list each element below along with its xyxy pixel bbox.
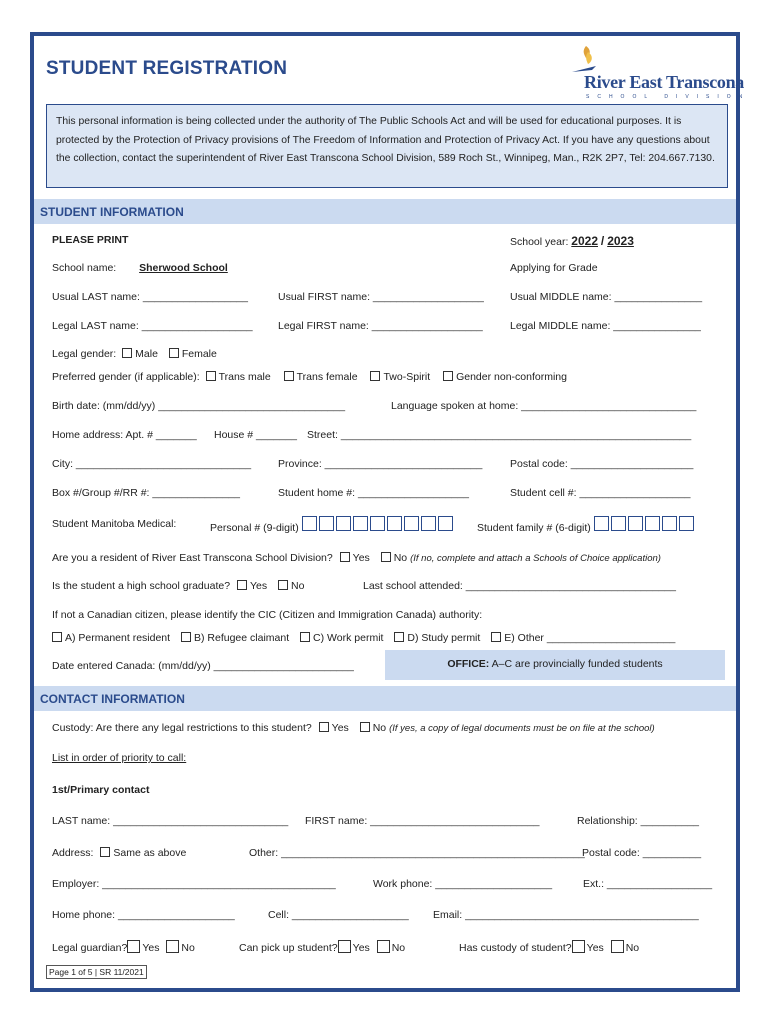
last-school-field[interactable]: Last school attended: ____________________________________ [363,580,676,592]
contact-relationship-field[interactable]: Relationship: __________ [577,815,700,827]
custody-of-student-yes-checkbox[interactable] [572,940,585,953]
cic-question: If not a Canadian citizen, please identify the CIC (Citizen and Immigration Canada) authority: [52,609,483,621]
family-digit-box[interactable] [628,516,643,531]
personal-digit-box[interactable] [353,516,368,531]
contact-employer-field[interactable]: Employer: ________________________________________ [52,878,336,890]
resident-question: Are you a resident of River East Transcona School Division? [52,552,333,564]
pickup-yes-checkbox[interactable] [338,940,351,953]
graduate-no-label: No [291,580,305,592]
legal-middle-field[interactable]: Legal MIDDLE name: _______________ [510,320,701,332]
custody-of-student-yes-label: Yes [586,942,604,954]
female-checkbox[interactable] [169,348,179,358]
graduate-no-checkbox[interactable] [278,580,288,590]
cic-b-label: B) Refugee claimant [193,632,290,644]
same-as-above-checkbox[interactable] [100,847,110,857]
contact-information-heading: CONTACT INFORMATION [34,686,736,711]
guardian-yes-label: Yes [142,942,160,954]
box-field[interactable]: Box #/Group #/RR #: _______________ [52,487,240,499]
logo-subtitle: SCHOOL DIVISION [586,94,751,100]
personal-digit-box[interactable] [387,516,402,531]
two-spirit-label: Two-Spirit [383,371,431,383]
pickup-row [239,940,405,954]
gender-nonconforming-label: Gender non-conforming [456,371,567,383]
custody-no-label: No [372,722,387,734]
student-cell-field[interactable]: Student cell #: ___________________ [510,487,691,499]
family-digit-box[interactable] [645,516,660,531]
cic-d-checkbox[interactable] [394,632,404,642]
preferred-gender-label: Preferred gender (if applicable): [52,371,200,383]
personal-digit-box[interactable] [336,516,351,531]
cic-options-row [52,632,675,644]
street-field[interactable]: Street: ____________________________________________________________ [307,429,692,441]
contact-other-address-field[interactable]: Other: ____________________________________________________ [249,847,585,859]
student-home-phone-field[interactable]: Student home #: ___________________ [278,487,469,499]
custody-of-student-no-checkbox[interactable] [611,940,624,953]
preferred-gender-row [52,371,567,383]
trans-male-label: Trans male [218,371,271,383]
custody-row [52,722,655,734]
torch-icon [566,42,606,76]
usual-middle-field[interactable]: Usual MIDDLE name: _______________ [510,291,703,303]
office-text: A–C are provincially funded students [491,658,663,670]
graduate-question: Is the student a high school graduate? [52,580,231,592]
office-note [385,650,725,680]
contact-work-phone-field[interactable]: Work phone: ____________________ [373,878,553,890]
page-title: STUDENT REGISTRATION [46,58,288,79]
personal-digit-box[interactable] [421,516,436,531]
male-checkbox[interactable] [122,348,132,358]
female-label: Female [181,348,217,360]
resident-row [52,552,661,564]
custody-note: (If yes, a copy of legal documents must be on file at the school) [389,723,655,734]
primary-contact-heading: 1st/Primary contact [52,784,150,796]
personal-digit-box[interactable] [438,516,453,531]
usual-last-field[interactable]: Usual LAST name: __________________ [52,291,248,303]
page-footer: Page 1 of 5 | SR 11/2021 [46,965,147,979]
contact-extension-field[interactable]: Ext.: __________________ [583,878,713,890]
trans-female-checkbox[interactable] [284,371,294,381]
privacy-notice: This personal information is being collected under the authority of The Public Schools Act and will be used for educational purposes. It is protected by the Protection of Privacy provisions of The Freedom of Information and Protection of Privacy Act. If you have any questions about the collection, contact the superintendent of River East Transcona School Division, 589 Roch St., Winnipeg, Man., R2K 2P7, Tel: 204.667.7130. [46,104,728,188]
form-frame [30,32,751,992]
custody-yes-label: Yes [331,722,349,734]
guardian-no-label: No [181,942,195,954]
family-digit-box[interactable] [679,516,694,531]
personal-digit-box[interactable] [319,516,334,531]
cic-e-checkbox[interactable] [491,632,501,642]
contact-postal-code-field[interactable]: Postal code: __________ [582,847,702,859]
year-separator: / [600,234,605,248]
male-label: Male [135,348,158,360]
contact-last-name-field[interactable]: LAST name: ______________________________ [52,815,289,827]
resident-no-checkbox[interactable] [381,552,391,562]
language-field[interactable]: Language spoken at home: ______________________________ [391,400,697,412]
legal-last-field[interactable]: Legal LAST name: ___________________ [52,320,253,332]
pickup-no-label: No [391,942,406,954]
province-field[interactable]: Province: ___________________________ [278,458,483,470]
personal-digit-box[interactable] [404,516,419,531]
personal-number-label: Personal # (9-digit) [210,522,299,534]
school-name-label: School name: [52,262,117,274]
resident-note: (If no, complete and attach a Schools of Choice application) [410,553,661,564]
guardian-yes-checkbox[interactable] [127,940,140,953]
contact-email-field[interactable]: Email: ________________________________________ [433,909,699,921]
postal-code-field[interactable]: Postal code: _____________________ [510,458,694,470]
division-logo [564,42,751,102]
trans-male-checkbox[interactable] [206,371,216,381]
school-year-label: School year: [510,236,569,248]
family-digit-box[interactable] [662,516,677,531]
resident-yes-label: Yes [352,552,370,564]
legal-guardian-row [52,940,195,954]
custody-of-student-row [459,940,639,954]
cic-a-checkbox[interactable] [52,632,62,642]
pickup-no-checkbox[interactable] [377,940,390,953]
school-name-row [52,262,228,274]
resident-no-label: No [393,552,408,564]
family-number-label: Student family # (6-digit) [477,522,591,534]
family-digit-box[interactable] [594,516,609,531]
logo-name: River East Transcona [584,72,745,92]
cic-d-label: D) Study permit [407,632,481,644]
year-start[interactable]: 2022 [571,234,598,248]
apartment-field[interactable]: Home address: Apt. # _______ [52,429,197,441]
custody-of-student-no-label: No [625,942,640,954]
personal-digit-box[interactable] [370,516,385,531]
resident-yes-checkbox[interactable] [340,552,350,562]
manitoba-medical-label: Student Manitoba Medical: [52,518,177,530]
school-name-value[interactable]: Sherwood School [139,262,228,274]
office-label: OFFICE: [447,658,490,670]
contact-first-name-field[interactable]: FIRST name: _____________________________ [305,815,540,827]
same-as-above-label: Same as above [113,847,187,859]
house-field[interactable]: House # _______ [214,429,297,441]
legal-first-field[interactable]: Legal FIRST name: ___________________ [278,320,483,332]
two-spirit-checkbox[interactable] [370,371,380,381]
please-print-label: PLEASE PRINT [52,234,129,246]
priority-instruction: List in order of priority to call: [52,752,187,764]
contact-address-label: Address: [52,847,94,859]
pickup-question: Can pick up student? [239,942,338,954]
legal-gender-row [52,348,217,360]
cic-b-checkbox[interactable] [181,632,191,642]
cic-c-checkbox[interactable] [300,632,310,642]
date-entered-field[interactable]: Date entered Canada: (mm/dd/yy) ________________________ [52,660,354,672]
cic-a-label: A) Permanent resident [65,632,171,644]
pickup-yes-label: Yes [352,942,370,954]
graduate-yes-checkbox[interactable] [237,580,247,590]
custody-question: Custody: Are there any legal restrictions to this student? [52,722,312,734]
guardian-no-checkbox[interactable] [166,940,179,953]
custody-of-student-question: Has custody of student? [459,942,572,954]
family-number-row [477,516,696,534]
legal-gender-label: Legal gender: [52,348,117,360]
personal-number-row [210,516,455,534]
custody-no-checkbox[interactable] [360,722,370,732]
personal-digit-box[interactable] [302,516,317,531]
contact-cell-field[interactable]: Cell: ____________________ [268,909,409,921]
contact-address-row [52,847,186,859]
contact-home-phone-field[interactable]: Home phone: ____________________ [52,909,235,921]
usual-first-field[interactable]: Usual FIRST name: ___________________ [278,291,484,303]
graduate-row [52,580,304,592]
custody-yes-checkbox[interactable] [319,722,329,732]
graduate-yes-label: Yes [249,580,268,592]
year-end[interactable]: 2023 [607,234,634,248]
birth-date-field[interactable]: Birth date: (mm/dd/yy) ________________________________ [52,400,346,412]
cic-c-label: C) Work permit [313,632,384,644]
family-digit-box[interactable] [611,516,626,531]
school-year [510,234,634,248]
city-field[interactable]: City: ______________________________ [52,458,252,470]
grade-label[interactable]: Applying for Grade [510,262,598,274]
cic-e-label[interactable]: E) Other ______________________ [504,632,676,644]
gender-nonconforming-checkbox[interactable] [443,371,453,381]
legal-guardian-question: Legal guardian? [52,942,128,954]
trans-female-label: Trans female [296,371,358,383]
student-information-heading: STUDENT INFORMATION [34,199,736,224]
